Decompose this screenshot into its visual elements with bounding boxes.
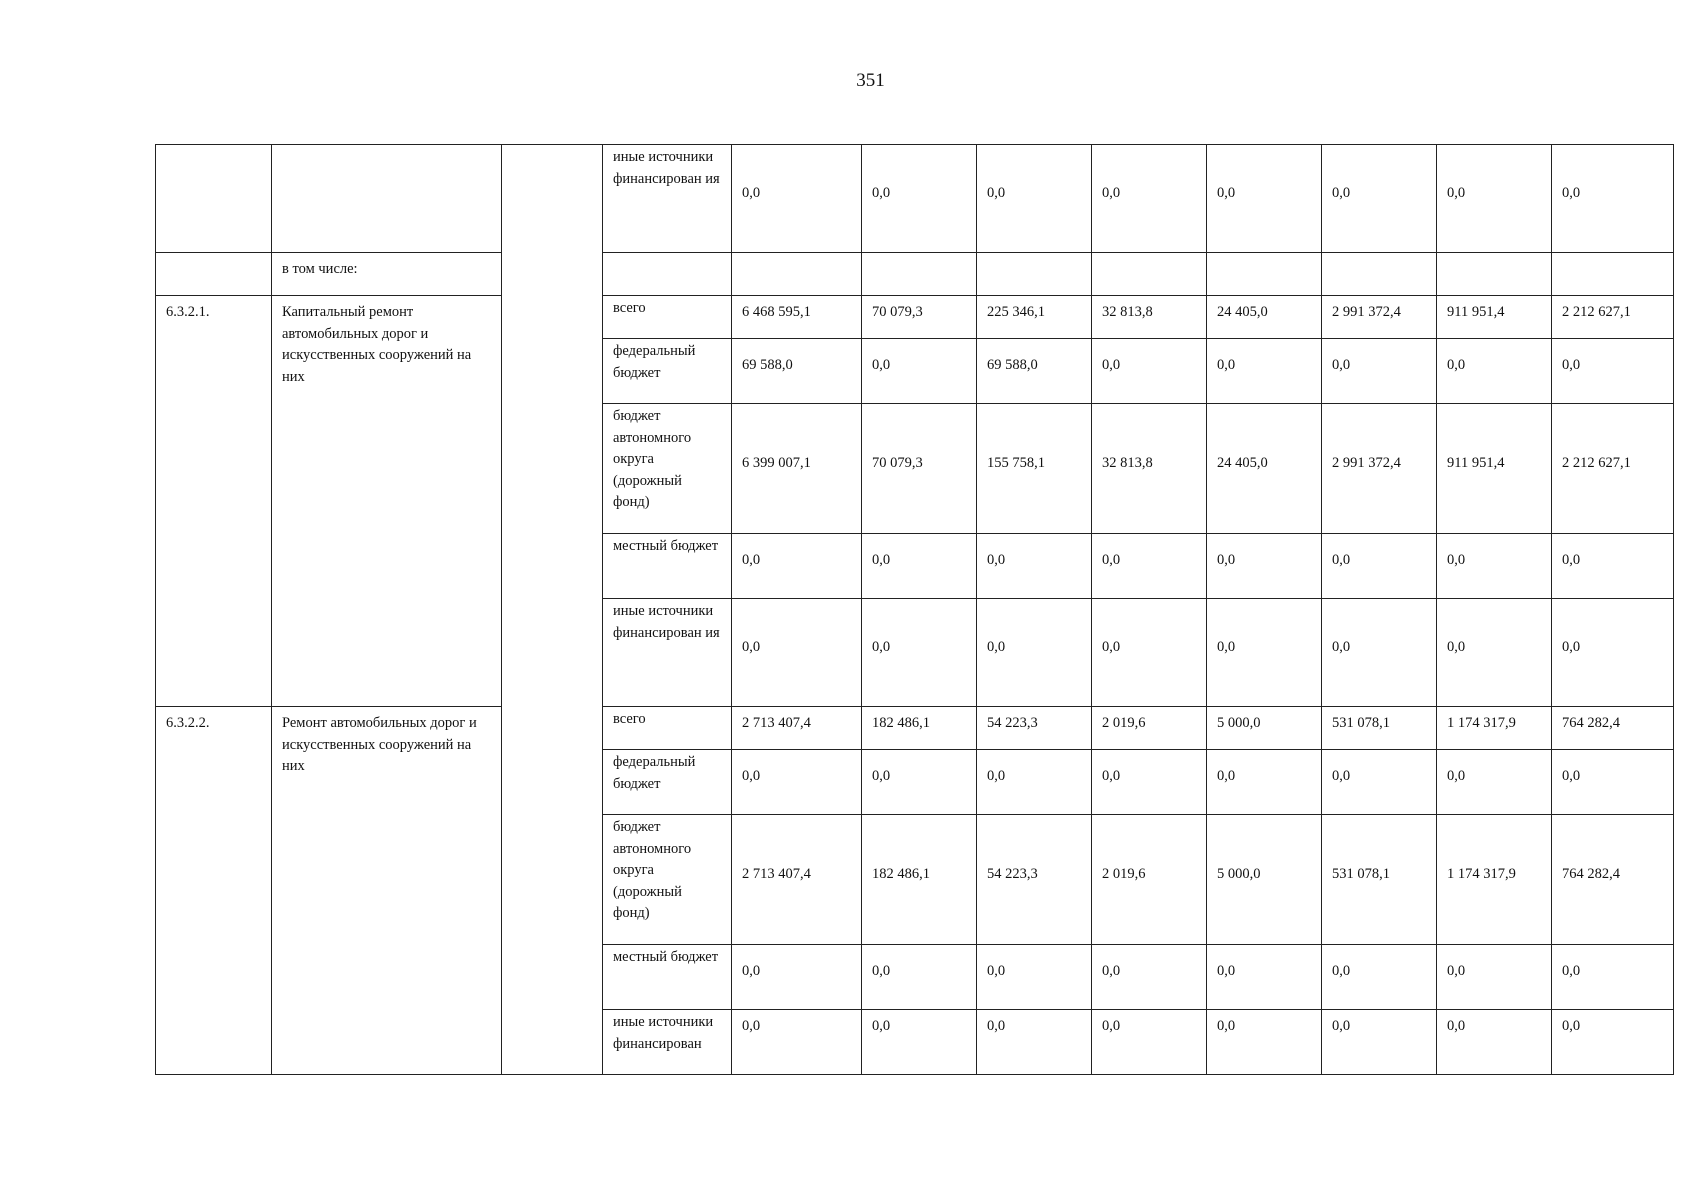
merged-column-cell bbox=[502, 145, 603, 1075]
page-number: 351 bbox=[856, 70, 885, 91]
value-cell: 0,0 bbox=[977, 534, 1092, 599]
value-cell: 0,0 bbox=[1437, 599, 1552, 707]
value-cell: 155 758,1 bbox=[977, 404, 1092, 534]
value-cell: 0,0 bbox=[977, 750, 1092, 815]
table-row bbox=[156, 253, 1674, 296]
value-cell: 5 000,0 bbox=[1207, 815, 1322, 945]
value-cell: 2 991 372,4 bbox=[1322, 296, 1437, 339]
value-cell: 24 405,0 bbox=[1207, 296, 1322, 339]
source-cell: федеральный бюджет bbox=[603, 339, 732, 404]
value-cell bbox=[1092, 253, 1207, 296]
source-cell: федеральный бюджет bbox=[603, 750, 732, 815]
value-cell: 0,0 bbox=[862, 945, 977, 1010]
value-cell: 0,0 bbox=[1552, 1010, 1674, 1075]
value-cell: 0,0 bbox=[977, 599, 1092, 707]
value-cell: 182 486,1 bbox=[862, 707, 977, 750]
value-cell: 0,0 bbox=[1552, 945, 1674, 1010]
value-cell: 182 486,1 bbox=[862, 815, 977, 945]
source-cell: всего bbox=[603, 707, 732, 750]
value-cell: 0,0 bbox=[1437, 945, 1552, 1010]
value-cell: 0,0 bbox=[1207, 534, 1322, 599]
value-cell: 2 991 372,4 bbox=[1322, 404, 1437, 534]
item-code: 6.3.2.1. bbox=[156, 296, 272, 707]
value-cell: 0,0 bbox=[1437, 1010, 1552, 1075]
value-cell: 1 174 317,9 bbox=[1437, 815, 1552, 945]
value-cell: 2 212 627,1 bbox=[1552, 404, 1674, 534]
value-cell: 0,0 bbox=[862, 750, 977, 815]
value-cell: 0,0 bbox=[732, 145, 862, 253]
value-cell: 0,0 bbox=[1092, 145, 1207, 253]
code-cell bbox=[156, 253, 272, 296]
source-cell: всего bbox=[603, 296, 732, 339]
value-cell: 0,0 bbox=[1092, 1010, 1207, 1075]
source-cell: иные источники финансирован ия bbox=[603, 599, 732, 707]
value-cell bbox=[1207, 253, 1322, 296]
value-cell: 0,0 bbox=[862, 534, 977, 599]
table-row bbox=[156, 296, 1674, 339]
value-cell bbox=[1437, 253, 1552, 296]
value-cell: 0,0 bbox=[1322, 750, 1437, 815]
source-cell: местный бюджет bbox=[603, 534, 732, 599]
table-row bbox=[156, 145, 1674, 253]
value-cell: 2 212 627,1 bbox=[1552, 296, 1674, 339]
value-cell: 0,0 bbox=[1322, 599, 1437, 707]
value-cell: 0,0 bbox=[862, 599, 977, 707]
table-body bbox=[156, 145, 1674, 1075]
value-cell: 2 713 407,4 bbox=[732, 707, 862, 750]
value-cell: 0,0 bbox=[862, 339, 977, 404]
source-cell bbox=[603, 253, 732, 296]
source-cell: иные источники финансирован bbox=[603, 1010, 732, 1075]
value-cell: 0,0 bbox=[732, 750, 862, 815]
value-cell: 0,0 bbox=[1322, 534, 1437, 599]
value-cell: 0,0 bbox=[1437, 534, 1552, 599]
value-cell: 531 078,1 bbox=[1322, 707, 1437, 750]
source-cell: бюджет автономного округа (дорожный фонд) bbox=[603, 404, 732, 534]
value-cell bbox=[732, 253, 862, 296]
value-cell: 0,0 bbox=[977, 945, 1092, 1010]
code-cell bbox=[156, 145, 272, 253]
source-cell: местный бюджет bbox=[603, 945, 732, 1010]
source-cell: бюджет автономного округа (дорожный фонд) bbox=[603, 815, 732, 945]
value-cell: 54 223,3 bbox=[977, 815, 1092, 945]
value-cell: 0,0 bbox=[977, 145, 1092, 253]
value-cell bbox=[1552, 253, 1674, 296]
name-cell bbox=[272, 145, 502, 253]
value-cell: 70 079,3 bbox=[862, 404, 977, 534]
value-cell: 0,0 bbox=[1207, 599, 1322, 707]
value-cell: 0,0 bbox=[732, 599, 862, 707]
value-cell: 0,0 bbox=[1552, 339, 1674, 404]
value-cell: 0,0 bbox=[862, 1010, 977, 1075]
value-cell: 0,0 bbox=[732, 534, 862, 599]
value-cell: 0,0 bbox=[1322, 339, 1437, 404]
value-cell: 0,0 bbox=[1092, 750, 1207, 815]
value-cell: 69 588,0 bbox=[977, 339, 1092, 404]
source-cell: иные источники финансирован ия bbox=[603, 145, 732, 253]
value-cell: 0,0 bbox=[1437, 750, 1552, 815]
value-cell: 2 713 407,4 bbox=[732, 815, 862, 945]
value-cell: 764 282,4 bbox=[1552, 707, 1674, 750]
value-cell: 0,0 bbox=[1207, 1010, 1322, 1075]
value-cell: 54 223,3 bbox=[977, 707, 1092, 750]
financing-table bbox=[155, 144, 1674, 1075]
value-cell: 0,0 bbox=[1092, 534, 1207, 599]
value-cell: 0,0 bbox=[1322, 145, 1437, 253]
value-cell bbox=[862, 253, 977, 296]
value-cell: 0,0 bbox=[1207, 145, 1322, 253]
value-cell: 0,0 bbox=[732, 1010, 862, 1075]
value-cell: 0,0 bbox=[1437, 339, 1552, 404]
value-cell: 0,0 bbox=[1092, 599, 1207, 707]
value-cell bbox=[977, 253, 1092, 296]
value-cell: 0,0 bbox=[1552, 145, 1674, 253]
value-cell: 911 951,4 bbox=[1437, 296, 1552, 339]
value-cell: 2 019,6 bbox=[1092, 707, 1207, 750]
value-cell: 0,0 bbox=[1437, 145, 1552, 253]
value-cell: 0,0 bbox=[732, 945, 862, 1010]
value-cell: 0,0 bbox=[862, 145, 977, 253]
value-cell: 911 951,4 bbox=[1437, 404, 1552, 534]
value-cell: 0,0 bbox=[1322, 945, 1437, 1010]
value-cell: 0,0 bbox=[977, 1010, 1092, 1075]
including-label: в том числе: bbox=[272, 253, 502, 296]
value-cell: 0,0 bbox=[1552, 599, 1674, 707]
value-cell: 2 019,6 bbox=[1092, 815, 1207, 945]
value-cell: 0,0 bbox=[1207, 750, 1322, 815]
value-cell: 0,0 bbox=[1207, 945, 1322, 1010]
value-cell: 32 813,8 bbox=[1092, 296, 1207, 339]
value-cell: 69 588,0 bbox=[732, 339, 862, 404]
value-cell: 0,0 bbox=[1207, 339, 1322, 404]
value-cell bbox=[1322, 253, 1437, 296]
item-name: Ремонт автомобильных дорог и искусственных сооружений на них bbox=[272, 707, 502, 1075]
value-cell: 531 078,1 bbox=[1322, 815, 1437, 945]
value-cell: 0,0 bbox=[1092, 339, 1207, 404]
value-cell: 6 468 595,1 bbox=[732, 296, 862, 339]
value-cell: 764 282,4 bbox=[1552, 815, 1674, 945]
value-cell: 0,0 bbox=[1552, 534, 1674, 599]
value-cell: 0,0 bbox=[1552, 750, 1674, 815]
value-cell: 24 405,0 bbox=[1207, 404, 1322, 534]
value-cell: 225 346,1 bbox=[977, 296, 1092, 339]
value-cell: 0,0 bbox=[1092, 945, 1207, 1010]
value-cell: 70 079,3 bbox=[862, 296, 977, 339]
value-cell: 0,0 bbox=[1322, 1010, 1437, 1075]
item-code: 6.3.2.2. bbox=[156, 707, 272, 1075]
value-cell: 6 399 007,1 bbox=[732, 404, 862, 534]
value-cell: 32 813,8 bbox=[1092, 404, 1207, 534]
item-name: Капитальный ремонт автомобильных дорог и искусственных сооружений на них bbox=[272, 296, 502, 707]
value-cell: 1 174 317,9 bbox=[1437, 707, 1552, 750]
table-row bbox=[156, 707, 1674, 750]
value-cell: 5 000,0 bbox=[1207, 707, 1322, 750]
